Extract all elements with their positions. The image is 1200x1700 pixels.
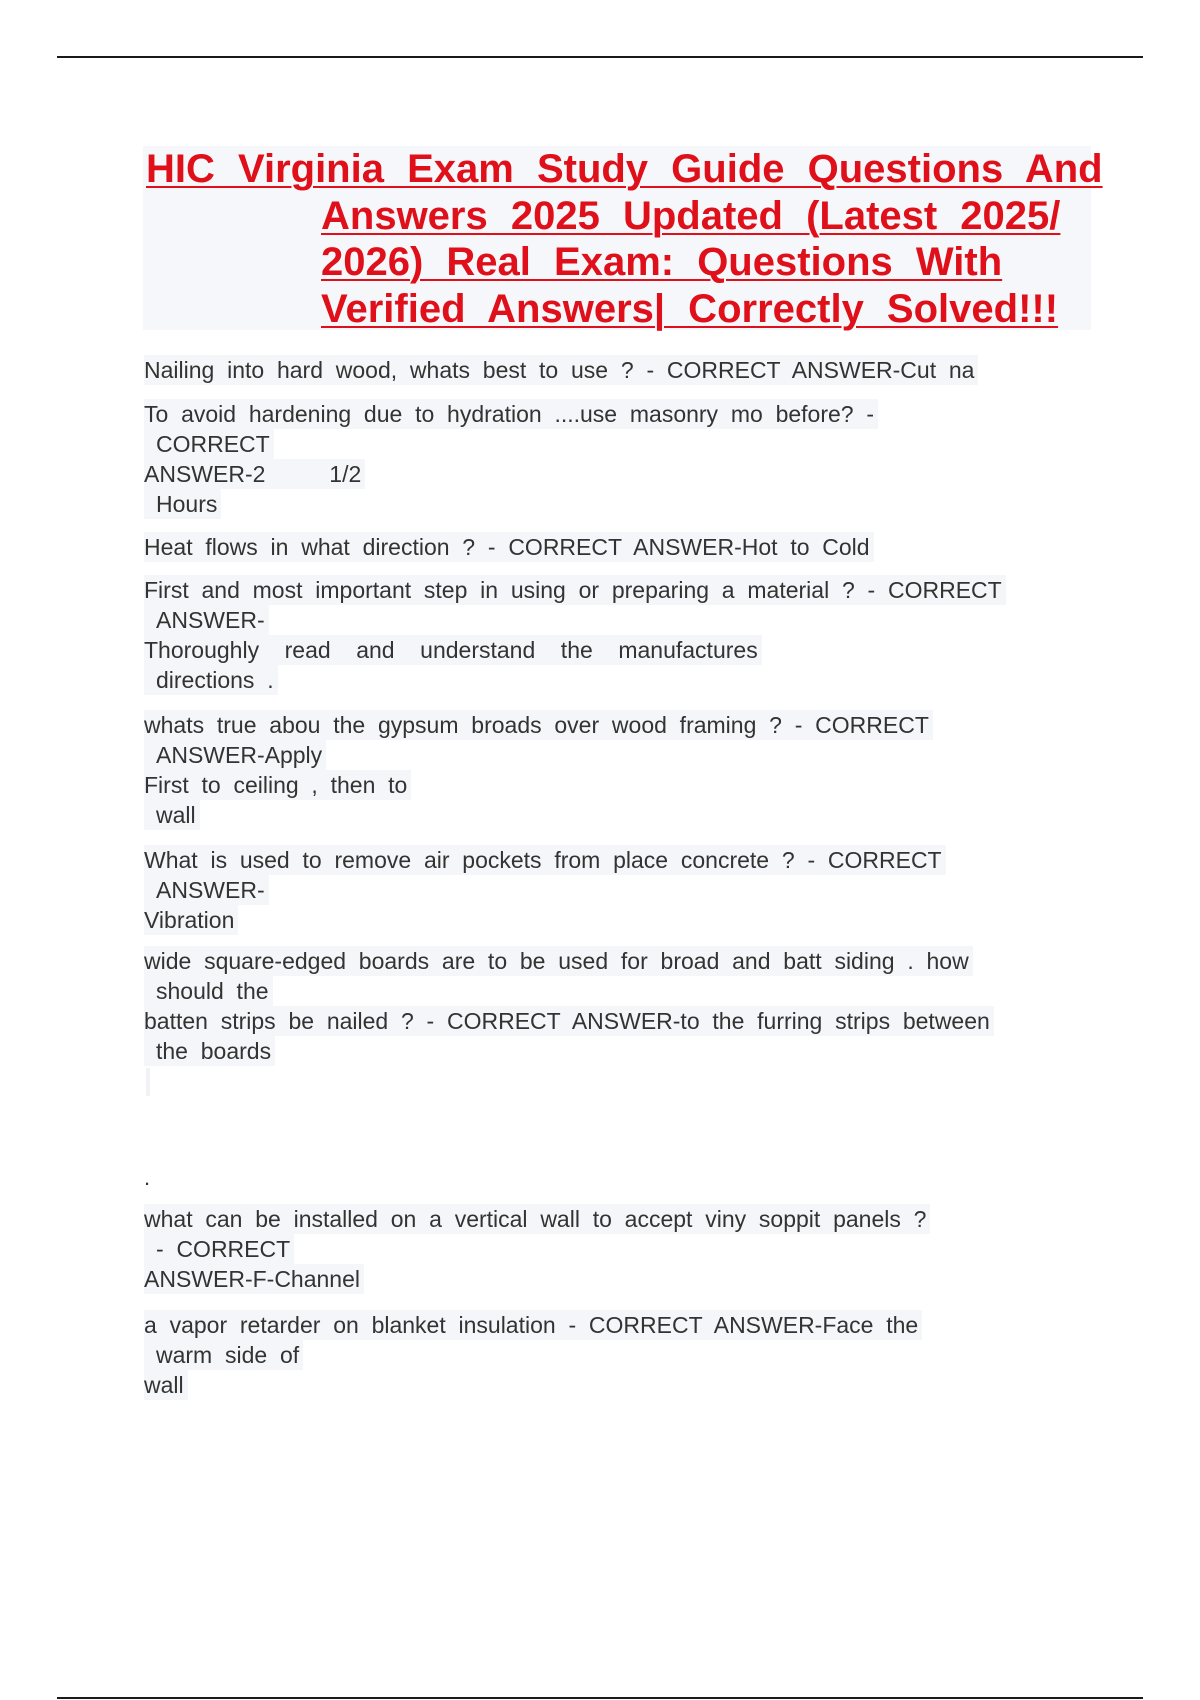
qa-line: To avoid hardening due to hydration ....use masonry mo before? - bbox=[144, 399, 878, 429]
highlight-fragment bbox=[146, 1068, 150, 1096]
qa-line: CORRECT bbox=[144, 429, 274, 459]
qa-line: ANSWER-F-Channel bbox=[144, 1264, 364, 1294]
qa-item-8 bbox=[144, 1204, 1084, 1294]
qa-line: batten strips be nailed ? - CORRECT ANSWER-to the furring strips between bbox=[144, 1006, 994, 1036]
qa-line: - CORRECT bbox=[144, 1234, 294, 1264]
qa-line: should the bbox=[144, 976, 273, 1006]
qa-line: Hours bbox=[144, 489, 221, 519]
qa-line: wall bbox=[144, 1370, 188, 1400]
qa-item-4 bbox=[144, 575, 1084, 695]
title-line-3: 2026) Real Exam: Questions With bbox=[321, 240, 1003, 284]
qa-line: ANSWER- bbox=[144, 875, 269, 905]
separator-dot: . bbox=[144, 1165, 151, 1190]
title-line-4: Verified Answers| Correctly Solved!!! bbox=[321, 286, 1059, 331]
qa-line: ANSWER- bbox=[144, 605, 269, 635]
top-rule bbox=[57, 56, 1143, 58]
page-title bbox=[146, 146, 1103, 332]
qa-line: ANSWER-2 1/2 bbox=[144, 459, 365, 489]
qa-line: the boards bbox=[144, 1036, 275, 1066]
qa-line: wall bbox=[144, 800, 200, 830]
qa-line: directions . bbox=[144, 665, 278, 695]
qa-line: what can be installed on a vertical wall to accept viny soppit panels ? bbox=[144, 1204, 930, 1234]
qa-line: First to ceiling , then to bbox=[144, 770, 411, 800]
qa-line: First and most important step in using or preparing a material ? - CORRECT bbox=[144, 575, 1006, 605]
qa-line: whats true abou the gypsum broads over wood framing ? - CORRECT bbox=[144, 710, 933, 740]
title-line-1: HIC Virginia Exam Study Guide Questions And bbox=[146, 147, 1103, 191]
qa-line: Nailing into hard wood, whats best to use ? - CORRECT ANSWER-Cut na bbox=[144, 355, 978, 385]
bottom-rule bbox=[57, 1697, 1143, 1699]
qa-item-6 bbox=[144, 845, 1084, 935]
title-line-2: Answers 2025 Updated (Latest 2025/ bbox=[321, 193, 1061, 238]
qa-line: a vapor retarder on blanket insulation - CORRECT ANSWER-Face the bbox=[144, 1310, 922, 1340]
qa-item-2 bbox=[144, 399, 1084, 519]
qa-item-5 bbox=[144, 710, 1084, 830]
qa-line: warm side of bbox=[144, 1340, 303, 1370]
qa-item-3 bbox=[144, 532, 1084, 562]
qa-line: Heat flows in what direction ? - CORRECT ANSWER-Hot to Cold bbox=[144, 532, 874, 562]
qa-line: Thoroughly read and understand the manufactures bbox=[144, 635, 762, 665]
qa-line: What is used to remove air pockets from place concrete ? - CORRECT bbox=[144, 845, 946, 875]
qa-line: ANSWER-Apply bbox=[144, 740, 326, 770]
qa-line: Vibration bbox=[144, 905, 238, 935]
qa-item-7 bbox=[144, 946, 1084, 1066]
qa-item-1 bbox=[144, 355, 1084, 385]
qa-line: wide square-edged boards are to be used for broad and batt siding . how bbox=[144, 946, 973, 976]
qa-item-9 bbox=[144, 1310, 1084, 1400]
